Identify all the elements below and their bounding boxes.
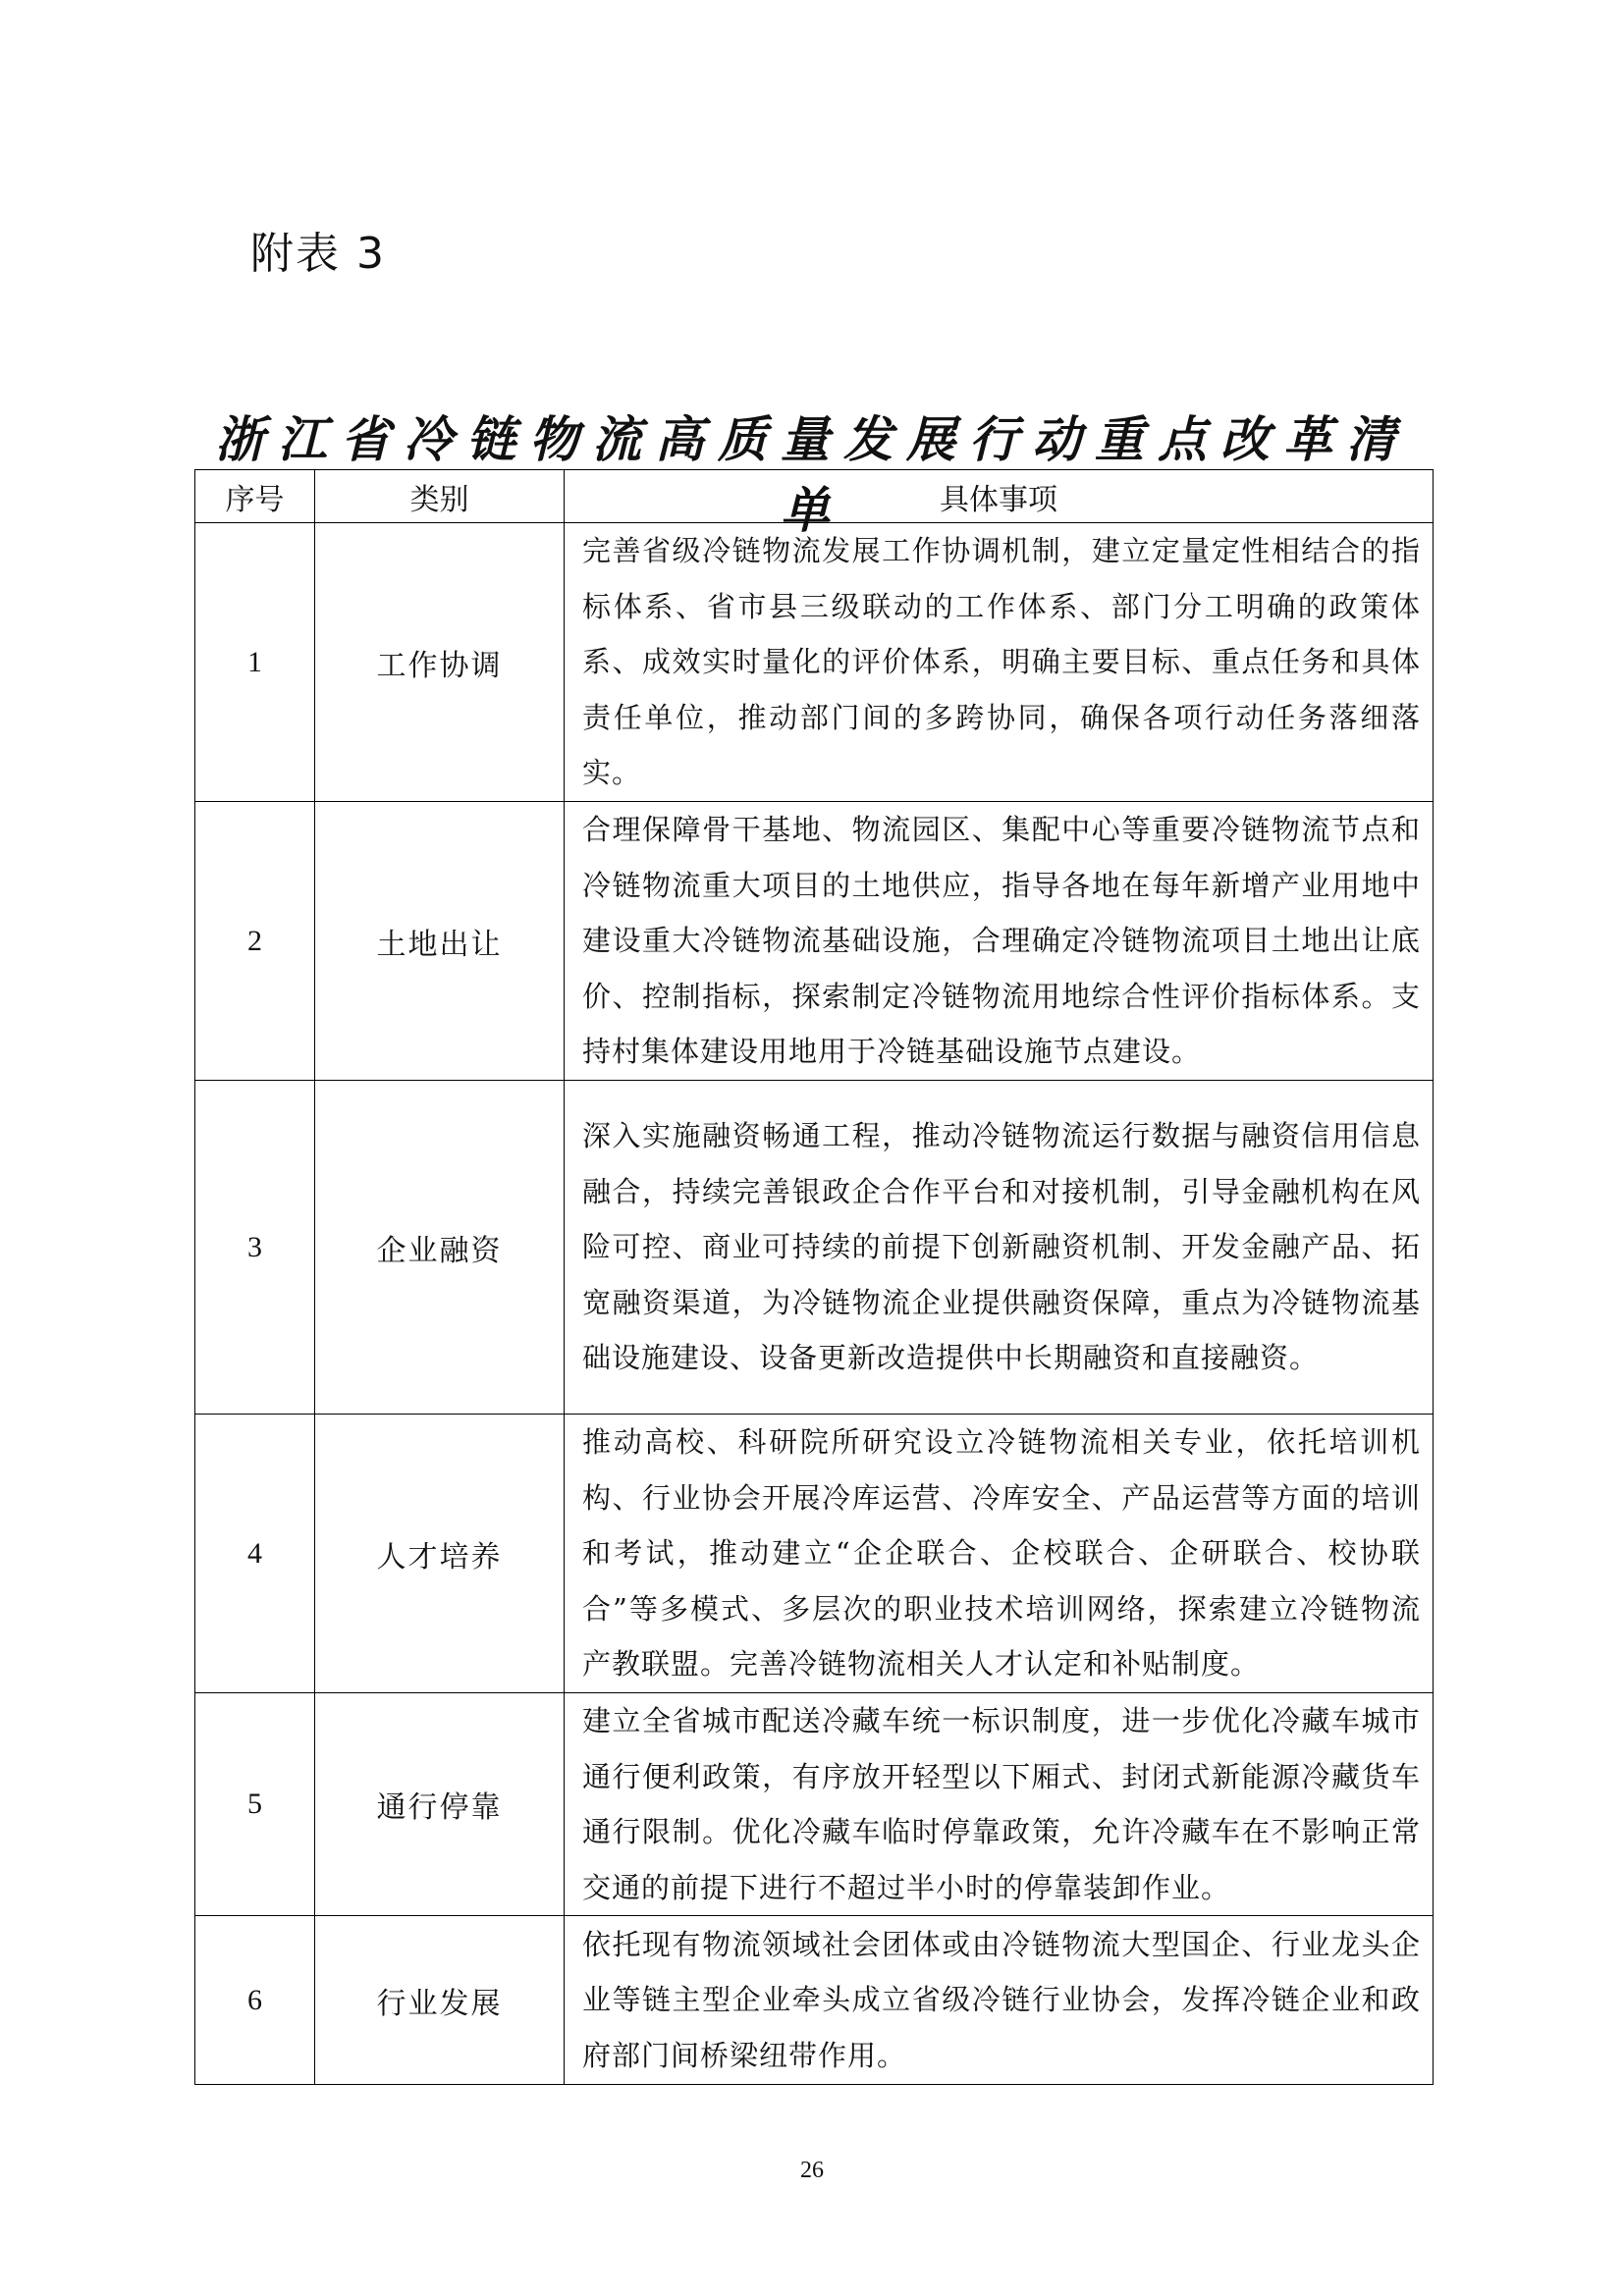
- row-detail: 完善省级冷链物流发展工作协调机制，建立定量定性相结合的指标体系、省市县三级联动的工作体系、部门分工明确的政策体系、成效实时量化的评价体系，明确主要目标、重点任务和具体责任单位，推动部门间的多跨协同，确保各项行动任务落细落实。: [565, 523, 1434, 802]
- row-category: 行业发展: [315, 1916, 565, 2085]
- row-num: 1: [195, 523, 315, 802]
- header-detail: 具体事项: [565, 470, 1434, 523]
- row-detail: 合理保障骨干基地、物流园区、集配中心等重要冷链物流节点和冷链物流重大项目的土地供应，指导各地在每年新增产业用地中建设重大冷链物流基础设施，合理确定冷链物流项目土地出让底价、控制指标，探索制定冷链物流用地综合性评价指标体系。支持村集体建设用地用于冷链基础设施节点建设。: [565, 802, 1434, 1081]
- table-row: [195, 523, 1434, 802]
- table-row: [195, 1415, 1434, 1693]
- table-row: [195, 1916, 1434, 2085]
- table-row: [195, 1081, 1434, 1415]
- header-num: 序号: [195, 470, 315, 523]
- row-category: 人才培养: [315, 1415, 565, 1693]
- row-detail: 建立全省城市配送冷藏车统一标识制度，进一步优化冷藏车城市通行便利政策，有序放开轻型以下厢式、封闭式新能源冷藏货车通行限制。优化冷藏车临时停靠政策，允许冷藏车在不影响正常交通的前提下进行不超过半小时的停靠装卸作业。: [565, 1693, 1434, 1916]
- document-title: 浙江省冷链物流高质量发展行动重点改革清单: [215, 410, 1409, 539]
- row-num: 3: [195, 1081, 315, 1415]
- row-category: 通行停靠: [315, 1693, 565, 1916]
- row-detail: 深入实施融资畅通工程，推动冷链物流运行数据与融资信用信息融合，持续完善银政企合作平台和对接机制，引导金融机构在风险可控、商业可持续的前提下创新融资机制、开发金融产品、拓宽融资渠道，为冷链物流企业提供融资保障，重点为冷链物流基础设施建设、设备更新改造提供中长期融资和直接融资。: [565, 1081, 1434, 1415]
- row-num: 4: [195, 1415, 315, 1693]
- row-detail: 依托现有物流领域社会团体或由冷链物流大型国企、行业龙头企业等链主型企业牵头成立省级冷链行业协会，发挥冷链企业和政府部门间桥梁纽带作用。: [565, 1916, 1434, 2085]
- row-detail: 推动高校、科研院所研究设立冷链物流相关专业，依托培训机构、行业协会开展冷库运营、冷库安全、产品运营等方面的培训和考试，推动建立“企企联合、企校联合、企研联合、校协联合”等多模式、多层次的职业技术培训网络，探索建立冷链物流产教联盟。完善冷链物流相关人才认定和补贴制度。: [565, 1415, 1434, 1693]
- table-row: [195, 802, 1434, 1081]
- annex-label: 附表 3: [250, 229, 386, 279]
- row-num: 6: [195, 1916, 315, 2085]
- table-header-row: [195, 470, 1434, 523]
- table-row: [195, 1693, 1434, 1916]
- row-category: 土地出让: [315, 802, 565, 1081]
- header-category: 类别: [315, 470, 565, 523]
- reform-list-table: [194, 469, 1434, 2085]
- page-number: 26: [800, 2158, 824, 2183]
- row-category: 企业融资: [315, 1081, 565, 1415]
- row-num: 5: [195, 1693, 315, 1916]
- row-num: 2: [195, 802, 315, 1081]
- row-category: 工作协调: [315, 523, 565, 802]
